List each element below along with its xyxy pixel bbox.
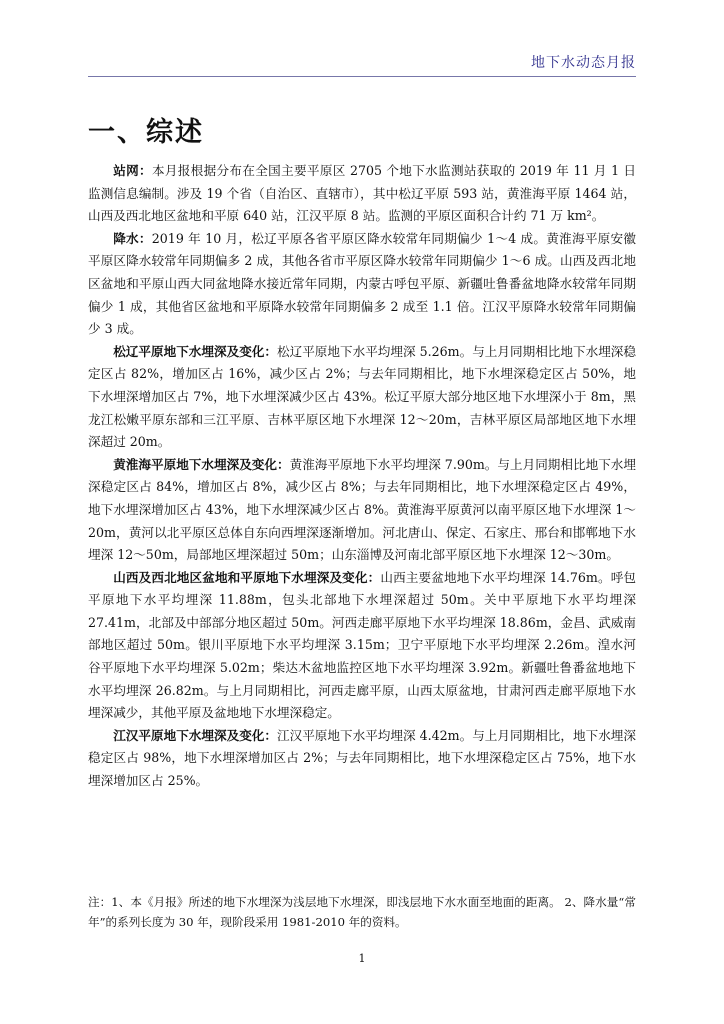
page-number: 1 <box>358 952 366 965</box>
paragraph-label: 山西及西北地区盆地和平原地下水埋深及变化： <box>113 569 381 585</box>
paragraph-text: 本月报根据分布在全国主要平原区 2705 个地下水监测站获取的 2019 年 11 月 1 日监测信息编制。涉及 19 个省（自治区、直辖市），其中松辽平原 593 站，黄淮海平原 1464 站，山西及西北地区盆地和平原 640 站，江汉平原 8 站。监测的平原区面积合计约 71 万 km²。 <box>88 163 636 224</box>
paragraph-label: 江汉平原地下水埋深及变化： <box>113 727 277 743</box>
paragraph-network <box>88 160 636 228</box>
paragraph-precipitation <box>88 228 636 341</box>
paragraph-text: 松辽平原地下水平均埋深 5.26m。与上月同期相比地下水埋深稳定区占 82%，增加区占 16%，减少区占 2%；与去年同期相比，地下水埋深稳定区占 50%，地下水埋深增加区占 7%，地下水埋深减少区占 43%。松辽平原大部分地区地下水埋深小于 8m，黑龙江松嫩平原东部和三江平原、吉林平原区地下水埋深 12～20m，吉林平原区局部地区地下水埋深超过 20m。 <box>88 343 636 450</box>
paragraph-huanghuaihai <box>88 454 636 567</box>
paragraph-text: 2019 年 10 月，松辽平原各省平原区降水较常年同期偏少 1～4 成。黄淮海平原安徽平原区降水较常年同期偏多 2 成，其他各省市平原区降水较常年同期偏少 1～6 成。山西及西北地区盆地和平原山西大同盆地降水接近常年同期，内蒙古呼包平原、新疆吐鲁番盆地降水较常年同期偏少 1 成，其他省区盆地和平原降水较常年同期偏多 2 成至 1.1 倍。江汉平原降水较常年同期偏少 3 成。 <box>88 230 636 337</box>
paragraph-label: 黄淮海平原地下水埋深及变化： <box>113 456 290 472</box>
paragraph-label: 降水： <box>113 230 152 246</box>
footnote <box>88 892 636 932</box>
paragraph-text: 山西主要盆地地下水平均埋深 14.76m。呼包平原地下水平均埋深 11.88m，包头北部地下水埋深超过 50m。关中平原地下水平均埋深 27.41m，北部及中部部分地区超过 50m。河西走廊平原地下水平均埋深 18.86m，金昌、武威南部地区超过 50m。银川平原地下水平均埋深 3.15m；卫宁平原地下水平均埋深 2.26m。湟水河谷平原地下水平均埋深 5.02m；柴达木盆地监控区地下水平均埋深 3.92m。新疆吐鲁番盆地地下水平均埋深 26.82m。与上月同期相比，河西走廊平原，山西太原盆地，甘肃河西走廊平原地下水埋深减少，其他平原及盆地地下水埋深稳定。 <box>88 569 637 721</box>
running-header: 地下水动态月报 <box>531 55 636 71</box>
paragraph-shanxi-northwest <box>88 567 636 725</box>
paragraph-label: 站网： <box>113 163 152 178</box>
paragraph-songliao <box>88 341 636 454</box>
body-content <box>88 160 636 793</box>
section-heading: 一、综述 <box>88 117 204 148</box>
footnote-text: 注：1、本《月报》所述的地下水埋深为浅层地下水埋深，即浅层地下水水面至地面的距离。 2、降水量“常年”的系列长度为 30 年，现阶段采用 1981-2010 年的资料。 <box>88 895 636 929</box>
header-divider <box>88 76 636 77</box>
paragraph-jianghan <box>88 725 636 793</box>
paragraph-label: 松辽平原地下水埋深及变化： <box>113 343 277 359</box>
paragraph-text: 江汉平原地下水平均埋深 4.42m。与上月同期相比，地下水埋深稳定区占 98%，地下水埋深增加区占 2%；与去年同期相比，地下水埋深稳定区占 75%，地下水埋深增加区占 25%。 <box>88 727 636 789</box>
paragraph-text: 黄淮海平原地下水平均埋深 7.90m。与上月同期相比地下水埋深稳定区占 84%，增加区占 8%，减少区占 8%；与去年同期相比，地下水埋深稳定区占 49%，地下水埋深增加区占 43%，地下水埋深减少区占 8%。黄淮海平原黄河以南平原区地下水埋深 1～20m，黄河以北平原区总体自东向西埋深逐渐增加。河北唐山、保定、石家庄、邢台和邯郸地下水埋深 12～50m，局部地区埋深超过 50m；山东淄博及河南北部平原区地下水埋深 12～30m。 <box>88 456 636 563</box>
